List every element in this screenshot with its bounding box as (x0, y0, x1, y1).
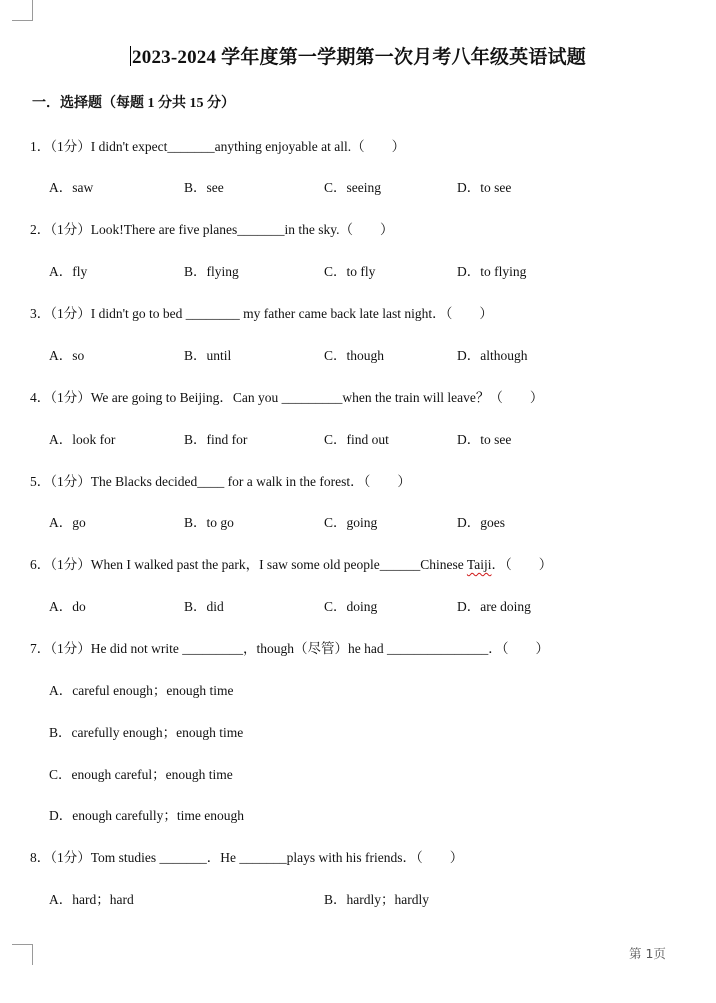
q7-option-c: C．enough careful；enough time (49, 767, 233, 782)
question-6 (30, 553, 552, 573)
q6-option-c: C．doing (324, 599, 378, 614)
q1-option-d: D．to see (457, 180, 512, 195)
q7-option-a: A．careful enough；enough time (49, 683, 234, 698)
q2-option-b: B．flying (184, 264, 239, 279)
q5-option-b: B．to go (184, 515, 234, 530)
q4-option-c: C．find out (324, 432, 389, 447)
q6-option-d: D．are doing (457, 599, 531, 614)
document-title-text: 2023-2024 学年度第一学期第一次月考八年级英语试题 (132, 47, 586, 68)
q8-option-a: A．hard；hard (49, 892, 134, 907)
text-cursor (130, 46, 131, 66)
q6-stem-after: ．（ ） (491, 557, 553, 572)
question-3: 3．（1分）I didn't go to bed ________ my father came back late last night．（ ） (30, 306, 493, 321)
q5-option-c: C．going (324, 515, 378, 530)
q5-option-a: A．go (49, 515, 86, 530)
question-1: 1．（1分）I didn't expect_______anything enjoyable at all.（ ） (30, 139, 406, 154)
q4-option-b: B．find for (184, 432, 248, 447)
q3-option-b: B．until (184, 348, 232, 363)
page-corner-mark-top (12, 0, 33, 21)
question-7: 7．（1分）He did not write _________，though（尽管）he had _______________．（ ） (30, 641, 549, 656)
document-title (0, 42, 716, 69)
q7-option-b: B．carefully enough；enough time (49, 725, 244, 740)
q4-option-d: D．to see (457, 432, 512, 447)
question-5: 5．（1分）The Blacks decided____ for a walk in the forest．（ ） (30, 474, 411, 489)
q7-option-d: D．enough carefully；time enough (49, 808, 244, 823)
q3-option-d: D．although (457, 348, 528, 363)
q2-option-c: C．to fly (324, 264, 376, 279)
question-2: 2．（1分）Look!There are five planes_______in the sky.（ ） (30, 222, 394, 237)
q6-option-b: B．did (184, 599, 224, 614)
q1-option-a: A．saw (49, 180, 94, 195)
q2-option-d: D．to flying (457, 264, 527, 279)
q3-option-c: C．though (324, 348, 385, 363)
q1-option-b: B．see (184, 180, 224, 195)
q6-stem-before: 6．（1分）When I walked past the park，I saw some old people______Chinese (30, 557, 467, 572)
q8-option-b: B．hardly；hardly (324, 892, 429, 907)
q3-option-a: A．so (49, 348, 85, 363)
q5-option-d: D．goes (457, 515, 505, 530)
page-number: 第 1页 (629, 946, 666, 961)
q1-option-c: C．seeing (324, 180, 381, 195)
question-8: 8．（1分）Tom studies _______．He _______plays with his friends．（ ） (30, 850, 464, 865)
q6-option-a: A．do (49, 599, 86, 614)
section-heading: 一．选择题（每题 1 分共 15 分） (32, 96, 235, 111)
question-4: 4．（1分）We are going to Beijing．Can you _________when the train will leave？（ ） (30, 390, 544, 405)
q4-option-a: A．look for (49, 432, 116, 447)
q2-option-a: A．fly (49, 264, 88, 279)
page-corner-mark-bottom (12, 944, 33, 965)
q6-stem-spellcheck-word: Taiji (466, 557, 492, 572)
